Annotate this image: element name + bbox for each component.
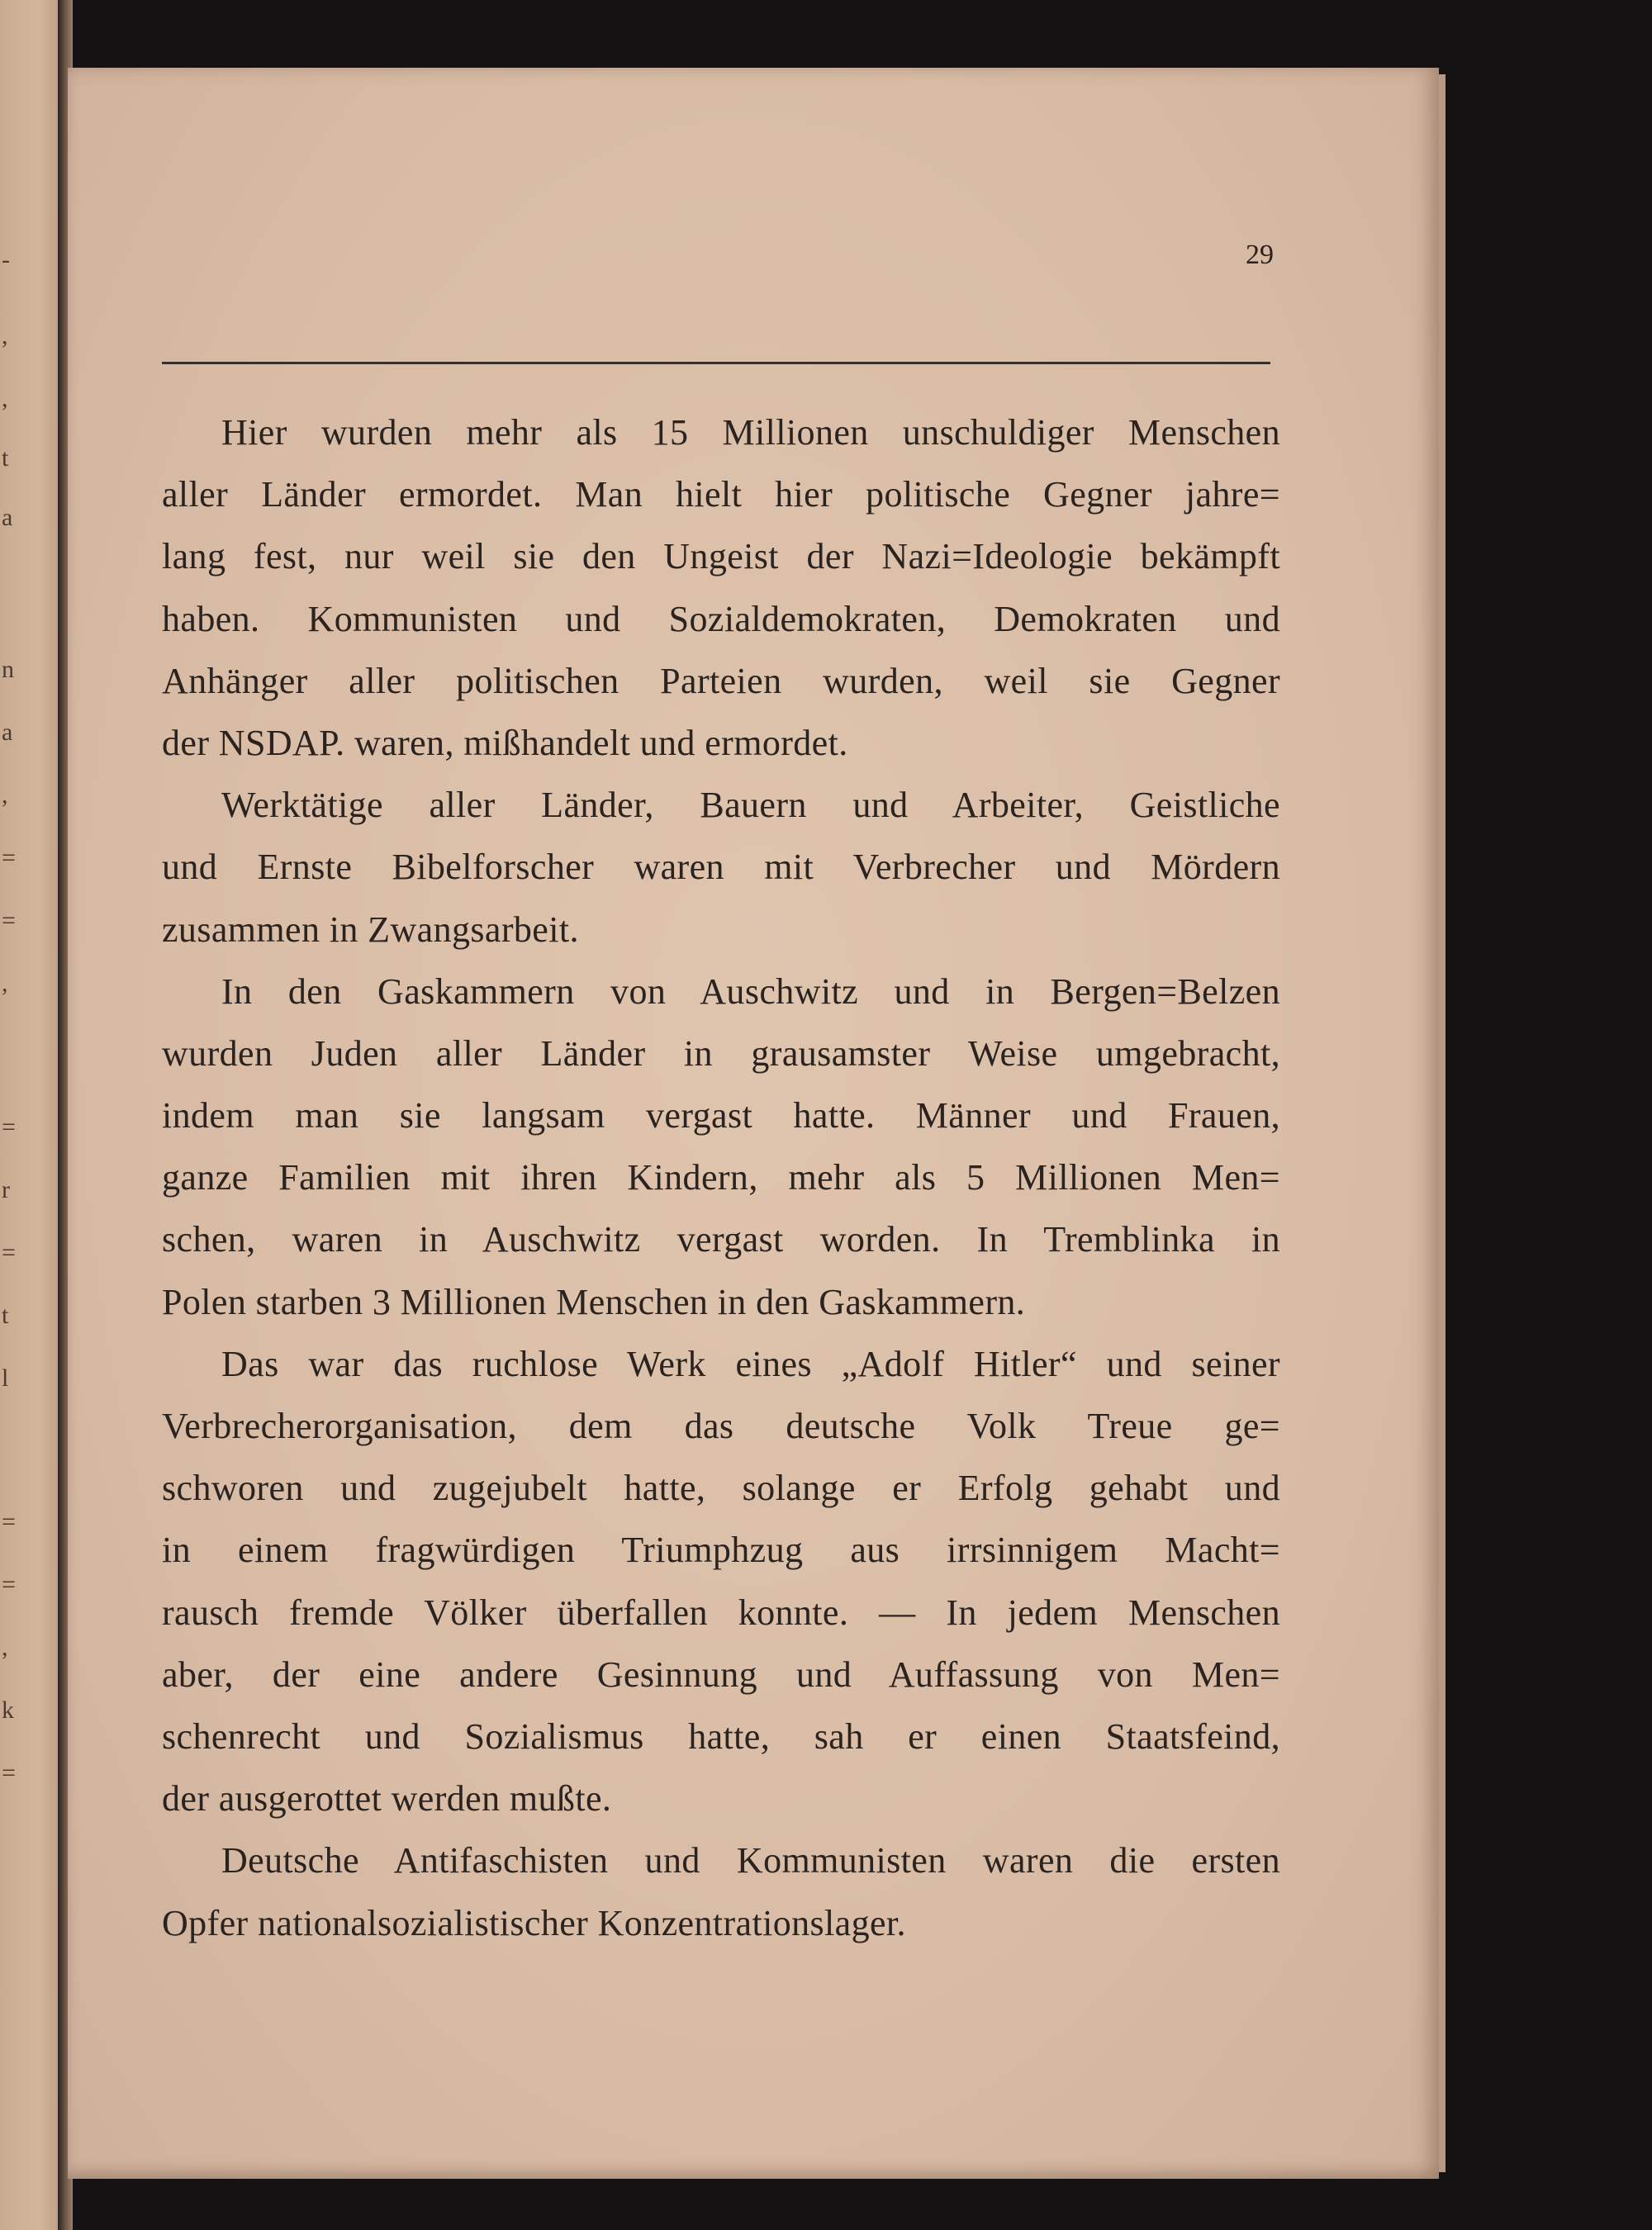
text-line: in einem fragwürdigen Triumphzug aus irrsinnigem Macht= xyxy=(162,1530,1280,1571)
prev-page-fragment: r xyxy=(2,1176,10,1203)
text-line: Verbrecherorganisation, dem das deutsche Volk Treue ge= xyxy=(162,1406,1280,1446)
book-page xyxy=(68,68,1439,2179)
text-line: Anhänger aller politischen Parteien wurden, weil sie Gegner xyxy=(162,660,1280,701)
text-line: aller Länder ermordet. Man hielt hier politische Gegner jahre= xyxy=(162,474,1280,515)
text-line: lang fest, nur weil sie den Ungeist der Nazi=Ideologie bekämpft xyxy=(162,536,1280,577)
body-text xyxy=(162,401,1280,1954)
page-number: 29 xyxy=(1246,240,1274,270)
prev-page-fragment: = xyxy=(2,1571,16,1598)
previous-page-edge xyxy=(0,0,64,2230)
text-line: Das war das ruchlose Werk eines „Adolf Hitler“ und seiner xyxy=(221,1343,1280,1384)
prev-page-fragment: = xyxy=(2,1113,16,1141)
text-line: zusammen in Zwangsarbeit. xyxy=(162,909,579,950)
text-line: der NSDAP. waren, mißhandelt und ermordet. xyxy=(162,722,848,763)
prev-page-fragment: = xyxy=(2,907,16,934)
prev-page-fragment: k xyxy=(2,1696,14,1724)
text-line: aber, der eine andere Gesinnung und Auffassung von Men= xyxy=(162,1654,1280,1695)
text-line: schworen und zugejubelt hatte, solange er Erfolg gehabt und xyxy=(162,1468,1280,1509)
text-line: Hier wurden mehr als 15 Millionen unschuldiger Menschen xyxy=(221,412,1280,453)
text-line: Deutsche Antifaschisten und Kommunisten waren die ersten xyxy=(221,1840,1280,1881)
prev-page-fragment: , xyxy=(2,1634,8,1661)
prev-page-fragment: , xyxy=(2,322,8,349)
text-line: indem man sie langsam vergast hatte. Männer und Frauen, xyxy=(162,1095,1280,1136)
prev-page-fragment: , xyxy=(2,970,8,997)
prev-page-fragment: = xyxy=(2,844,16,871)
prev-page-fragment: t xyxy=(2,1302,9,1329)
prev-page-fragment: , xyxy=(2,781,8,809)
prev-page-fragment: = xyxy=(2,1759,16,1786)
prev-page-fragment: , xyxy=(2,385,8,412)
prev-page-fragment: n xyxy=(2,656,14,683)
prev-page-fragment: = xyxy=(2,1508,16,1535)
text-line: der ausgerottet werden mußte. xyxy=(162,1778,612,1820)
text-line: Werktätige aller Länder, Bauern und Arbeiter, Geistliche xyxy=(221,785,1280,826)
prev-page-fragment: = xyxy=(2,1239,16,1266)
text-line: rausch fremde Völker überfallen konnte. — In jedem Menschen xyxy=(162,1592,1280,1633)
text-line: In den Gaskammern von Auschwitz und in Bergen=Belzen xyxy=(221,970,1280,1012)
text-line: schen, waren in Auschwitz vergast worden. In Tremblinka in xyxy=(162,1219,1280,1260)
header-rule xyxy=(162,362,1270,364)
text-line: Opfer nationalsozialistischer Konzentrationslager. xyxy=(162,1902,906,1943)
text-line: haben. Kommunisten und Sozialdemokraten, Demokraten und xyxy=(162,598,1280,639)
prev-page-fragment: a xyxy=(2,719,13,746)
prev-page-fragment: a xyxy=(2,504,13,531)
text-line: Polen starben 3 Millionen Menschen in den Gaskammern. xyxy=(162,1281,1026,1322)
text-line: und Ernste Bibelforscher waren mit Verbrecher und Mördern xyxy=(162,847,1280,888)
text-line: wurden Juden aller Länder in grausamster Weise umgebracht, xyxy=(162,1032,1280,1074)
page-edge-shadow xyxy=(1439,74,1446,2172)
text-line: schenrecht und Sozialismus hatte, sah er einen Staatsfeind, xyxy=(162,1715,1280,1757)
prev-page-fragment: - xyxy=(2,246,10,273)
prev-page-fragment: t xyxy=(2,444,9,472)
text-line: ganze Familien mit ihren Kindern, mehr als 5 Millionen Men= xyxy=(162,1157,1280,1198)
prev-page-fragment: l xyxy=(2,1364,9,1392)
